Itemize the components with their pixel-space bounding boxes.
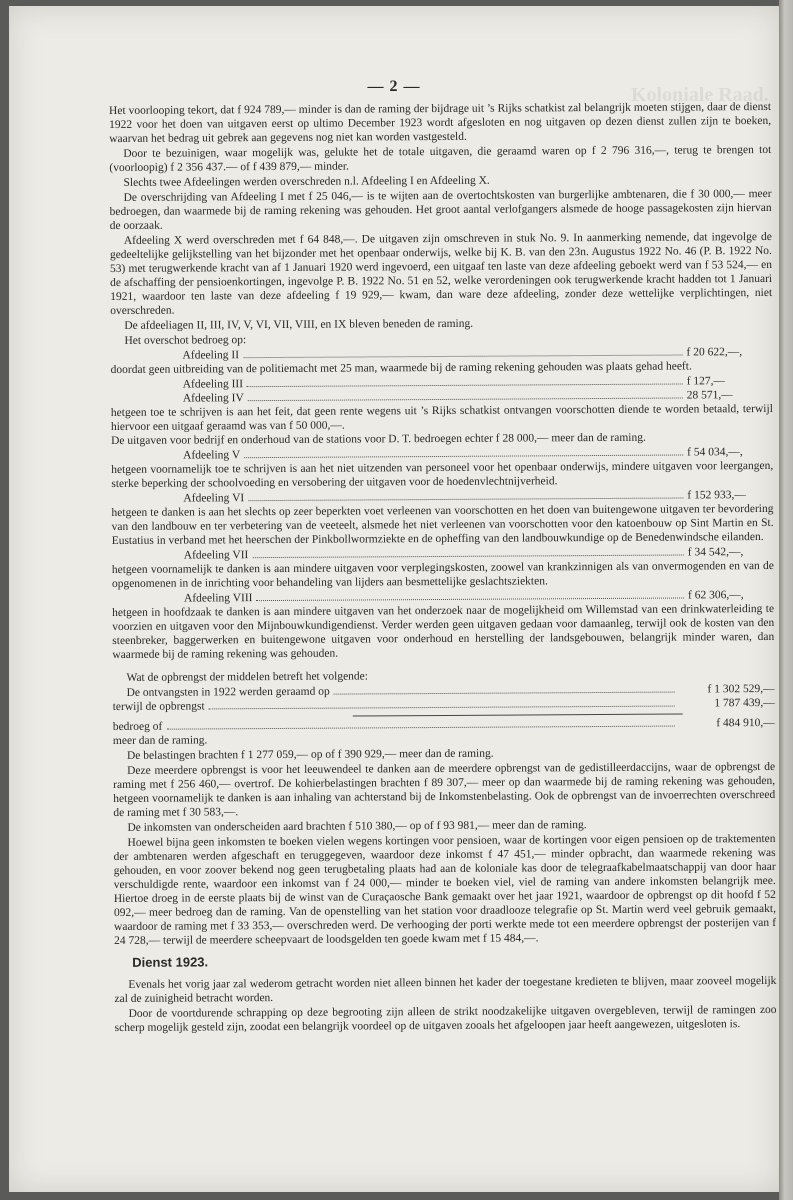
paragraph: Door te bezuinigen, waar mogelijk was, gelukte het de totale uitgaven, die geraamd waren op f 2 796 316,—, terug te brengen tot (voorloopig) f 2 356 437.— of f 439 879,— minder. (109, 143, 772, 174)
ledger-label: Afdeeling VI (183, 492, 245, 505)
dot-leader (166, 717, 675, 730)
document-page (9, 6, 779, 1192)
paragraph: hetgeen toe te schrijven is aan het feit, dat geen rente wegens uit ’s Rijks schatkist ontvangen voorschotten diende te worden betaald, terwijl hiervoor een uitgaaf geraamd was van f 50 000,—. De uitgaven voor bedrijf en onderhoud van de stations voor D. T. bedroegen echter f 28 000,— meer dan de raming. (110, 402, 773, 447)
dot-leader (256, 588, 684, 601)
summary-amount: f 1 302 529,— (707, 682, 775, 696)
ledger-amount: f 20 622,—, (686, 346, 743, 359)
summary-row (113, 696, 775, 714)
page-edge (779, 0, 793, 1200)
paragraph: Het voorlooping tekort, dat f 924 789,— minder is dan de raming der bijdrage uit ’s Rijks schatkist zal belangrijk moeten stijgen, daar de dienst 1922 voor het doen van uitgaven eerst op ultimo December 1923 wordt afgesloten en nog uitgaven op dezen dienst zullen zijn te boeken, waarvan het bedrag uit gebrek aan gegevens nog niet kan worden vastgesteld. (109, 100, 772, 145)
ledger-amount: f 54 034,—, (687, 446, 743, 459)
paragraph: hetgeen in hoofdzaak te danken is aan mindere uitgaven van het onderzoek naar de mogelijkheid om Willemstad van een drinkwaterleiding te voorzien en uitgaven voor den Mijnbouwkundigendienst. Verder werden geen uitgaven gedaan voor damaanleg, terwijl ook de kosten van den steenbreker, baggerwerken en buitengewone uitgaven voor onderhoud en herstelling der landsgebouwen, belangrijk minder waren, dan waarmede bij de raming rekening was gehouden. (112, 602, 775, 661)
section-heading: Dienst 1923. (132, 954, 209, 970)
opbrengst-intro: Wat de opbrengst der middelen betreft het volgende: (126, 670, 368, 684)
paragraph: Evenals het vorig jaar zal wederom getracht worden niet alleen binnen het kader der toegestane kredieten te blijven, maar zooveel mogelijk zal de zuinigheid betracht worden. (114, 974, 777, 1005)
paragraph: Slechts twee Afdeelingen werden overschreden n.l. Afdeeling I en Afdeeling X. (123, 174, 490, 189)
dot-leader (252, 545, 683, 558)
ledger-amount: f 62 306,—, (687, 589, 744, 602)
overschot-label: Het overschot bedroeg op: (124, 334, 247, 347)
ledger-amount: f 152 933,— (687, 489, 746, 502)
ledger-amount: f 34 542,—, (687, 546, 744, 559)
paragraph: hetgeen voornamelijk te danken is aan mindere uitgaven voor verplegingskosten, zoowel van krankzinnigen als van onvermogenden en van de opgenomenen in de inrichting voor behandeling van lijders aan besmettelijke geslachtsziekten. (111, 559, 774, 590)
ledger-amount: f 127,— (686, 375, 726, 388)
paragraph: Door de voortdurende schrapping op deze begrooting zijn alleen de strikt noodzakelijke uitgaven overgebleven, terwijl de ramingen zoo scherp mogelijk gesteld zijn, zoodat een belangrijk voordeel op de uitgaven zooals het afgeloopen jaar heeft aangewezen, uitgesloten is. (114, 1003, 777, 1034)
summary-label: De ontvangsten in 1922 werden geraamd op (126, 685, 330, 699)
summary-label: bedroeg of (112, 720, 163, 733)
ledger-label: Afdeeling II (182, 349, 240, 362)
summary-note: meer dan de raming. (112, 734, 208, 747)
paragraph: Hoewel bijna geen inkomsten te boeken vielen wegens kortingen voor pensioen, waar de kortingen voor eigen pensioen op de traktementen der ambtenaren werden afgeschaft en teruggegeven, waardoor deze inkomst f 47 451,— minder opbracht, dan waarmede rekening was gehouden, en voor zoover bekend nog geen terugbetaling plaats had aan de koloniale kas door de telegraafkabelmaatschappij van door haar verschuldigde rente, waardoor een inkomst van f 24 000,— minder te boeken viel, viel de raming van andere inkomsten belangrijk mee. Hiertoe droeg in de eerste plaats bij de winst van de Curaçaosche Bank gemaakt over het jaar 1921, waardoor de opbrengst op dit hoofd f 52 092,— meer bedroeg dan de raming. Van de openstelling van het station voor draadlooze telegrafie op St. Martin werd veel gebruik gemaakt, waardoor de raming met f 33 353,— overschreden werd. De verhooging der porti werkte mede tot een meerdere opbrengst der posterijen van f 24 728,— terwijl de meerdere scheepvaart de loodsgelden ten goede kwam met f 15 484,—. (113, 832, 777, 947)
paragraph: Afdeeling X werd overschreden met f 64 848,—. De uitgaven zijn omschreven in stuk No. 9. In aanmerking nemende, dat ingevolge de gedeeltelijke gelijkstelling van het bijzonder met het openbaar onderwijs, welke bij K. B. van den 23n. Augustus 1922 No. 46 (P. B. 1922 No. 53) met terugwerkende kracht van af 1 Januari 1920 werd ingevoerd, een uitgaaf ten laste van deze afdeeling geboekt werd van f 53 524,— en de afschaffing der pensioenkortingen, ingevolge P. B. 1922 No. 51 en 52, welke verordeningen ook terugwerkende kracht hadden tot 1 Januari 1921, waardoor ten laste van deze afdeeling f 19 929,— kwam, dan ware deze afdeeling, zonder deze wettelijke verplichtingen, niet overschreden. (109, 230, 773, 317)
ledger-label: Afdeeling VII (183, 549, 249, 562)
dot-leader (209, 697, 675, 710)
summary-amount: f 484 910,— (716, 716, 775, 730)
page-body (109, 100, 777, 1036)
paragraph: hetgeen te danken is aan het slechts op zeer beperkten voet verleenen van voorschotten en het doen van buitengewone uitgaven ter bevordering van den landbouw en ter verbetering van de veeteelt, alsmede het niet verleenen van voorschotten voor den katoenbouw op Sint Martin en St. Eustatius in verband met het heerschen der Pinkbollwormziekte en de opheffing van den landbouwkundige op de Benedenwindsche eilanden. (111, 502, 774, 547)
dot-leader (247, 375, 683, 388)
bleed-through-text: Koloniale Raad. (631, 84, 769, 106)
summary-label: terwijl de opbrengst (112, 700, 205, 713)
dot-leader (334, 683, 675, 695)
ledger-label: Afdeeling III (182, 378, 244, 391)
summary-amount: 1 787 439,— (714, 696, 775, 710)
paragraph: doordat geen uitbreiding van de politiemacht met 25 man, waarmede bij de raming rekening gehouden was plaats gehad heeft. (110, 360, 692, 376)
paragraph: De belastingen brachten f 1 277 059,— op of f 390 929,— meer dan de raming. (126, 747, 494, 762)
paragraph: De inkomsten van onderscheiden aard brachten f 510 380,— op of f 93 981,— meer dan de raming. (127, 819, 587, 834)
dot-leader (243, 346, 683, 359)
paragraph: hetgeen voornamelijk toe te schrijven is aan het niet uitzenden van personeel voor het openbaar onderwijs, mindere uitgaven voor leergangen, sterke beperking der schoolvoeding en versobering der uitgaven voor de hoedenvlechtnijverheid. (111, 459, 774, 490)
ledger-amount: 28 571,— (686, 389, 733, 402)
ledger-label: Afdeeling IV (182, 392, 244, 405)
paragraph: De afdeeliagen II, III, IV, V, VI, VII, VIII, en IX bleven beneden de raming. (124, 317, 474, 332)
ledger-label: Afdeeling VIII (183, 592, 253, 605)
dot-leader (248, 389, 683, 402)
paragraph: De overschrijding van Afdeeling I met f 25 046,— is te wijten aan de overtochtskosten van burgerlijke ambtenaren, die f 30 000,— meer bedroegen, dan waarmede bij de raming rekening was gehouden. Het groot aantal verlofgangers alsmede de hooge passagekosten zijn hiervan de oorzaak. (109, 187, 772, 232)
dot-leader (248, 488, 683, 501)
dot-leader (244, 445, 683, 458)
paragraph: Deze meerdere opbrengst is voor het leeuwendeel te danken aan de meerdere opbrengst van de gedistilleerdaccijns, waar de opbrengst de raming met f 256 460,— overtrof. De kohierbelastingen brachten f 89 307,— meer op dan waarmede bij de raming rekening was gehouden, hetgeen voornamelijk te danken is aan inhaling van achterstand bij de Inkomstenbelasting. Ook de opbrengst van de invoerrechten overschreed de raming met f 30 583,—. (113, 760, 776, 819)
ledger-label: Afdeeling V (183, 449, 241, 462)
page-number: — 2 — (367, 78, 421, 95)
